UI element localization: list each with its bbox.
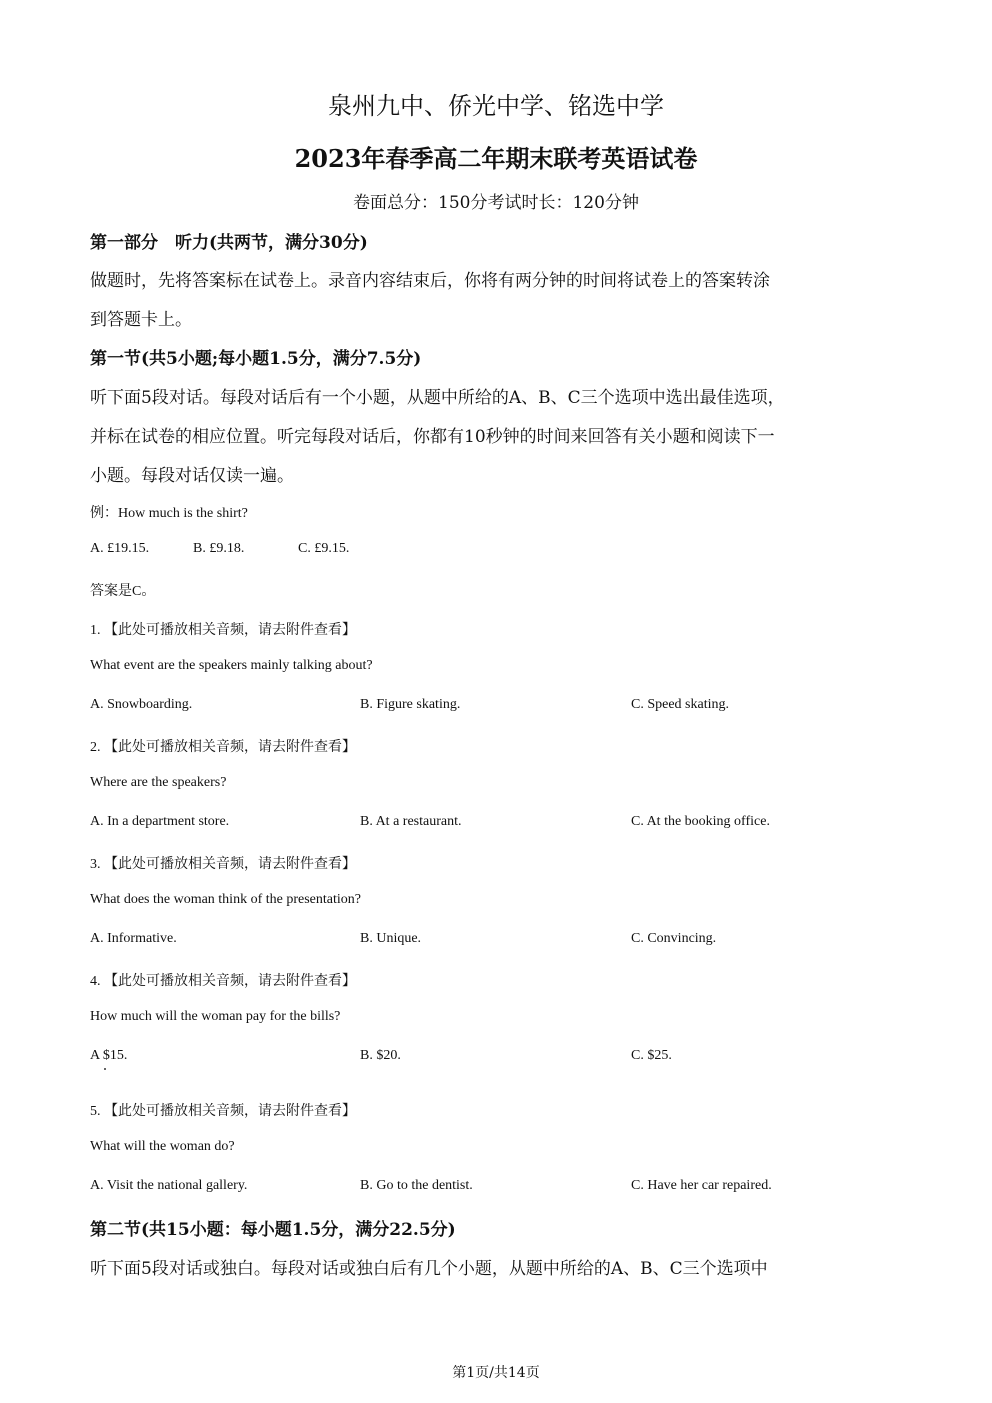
section1-heading: 第一节(共5小题;每小题1.5分，满分7.5分) bbox=[90, 349, 422, 369]
section1-line3: 小题。每段对话仅读一遍。 bbox=[90, 466, 294, 486]
example-answer: 答案是C。 bbox=[90, 584, 156, 599]
section2-line1: 听下面5段对话或独白。每段对话或独白后有几个小题，从题中所给的A、B、C三个选项中 bbox=[90, 1259, 768, 1279]
q3-audio-note: 3. 【此处可播放相关音频，请去附件查看】 bbox=[90, 857, 356, 872]
q2-option-a: A. In a department store. bbox=[90, 814, 230, 829]
q1-option-b: B. Figure skating. bbox=[360, 697, 461, 712]
example-option-c: C. £9.15. bbox=[298, 541, 350, 556]
example-question: 例：How much is the shirt? bbox=[90, 506, 248, 521]
q4-option-c: C. $25. bbox=[631, 1048, 672, 1063]
example-option-a: A. £19.15. bbox=[90, 541, 150, 556]
score-info: 卷面总分：150分考试时长：120分钟 bbox=[353, 193, 639, 213]
q4-audio-note: 4. 【此处可播放相关音频，请去附件查看】 bbox=[90, 974, 356, 989]
q3-option-b: B. Unique. bbox=[360, 931, 422, 946]
page-number: 第1页/共14页 bbox=[452, 1365, 540, 1381]
q2-question: Where are the speakers? bbox=[90, 775, 227, 790]
q4-option-a: A $15. bbox=[90, 1048, 128, 1063]
q3-question: What does the woman think of the presentation? bbox=[90, 892, 361, 907]
section1-line2: 并标在试卷的相应位置。听完每段对话后，你都有10秒钟的时间来回答有关小题和阅读下一 bbox=[90, 427, 775, 447]
q1-question: What event are the speakers mainly talking about? bbox=[90, 658, 373, 673]
q3-option-c: C. Convincing. bbox=[631, 931, 717, 946]
q1-audio-note: 1. 【此处可播放相关音频，请去附件查看】 bbox=[90, 623, 356, 638]
exam-title: 2023年春季高二年期末联考英语试卷 bbox=[294, 144, 698, 173]
school-names: 泉州九中、侨光中学、铭选中学 bbox=[328, 92, 664, 120]
q4-option-b: B. $20. bbox=[360, 1048, 401, 1063]
part1-instructions-line1: 做题时，先将答案标在试卷上。录音内容结束后，你将有两分钟的时间将试卷上的答案转涂 bbox=[90, 271, 770, 291]
part1-heading: 第一部分 听力(共两节，满分30分) bbox=[90, 233, 368, 253]
q5-question: What will the woman do? bbox=[90, 1139, 235, 1154]
q1-option-c: C. Speed skating. bbox=[631, 697, 729, 712]
q2-option-b: B. At a restaurant. bbox=[360, 814, 462, 829]
section1-line1: 听下面5段对话。每段对话后有一个小题，从题中所给的A、B、C三个选项中选出最佳选项， bbox=[90, 388, 785, 408]
q5-option-a: A. Visit the national gallery. bbox=[90, 1178, 248, 1193]
q2-audio-note: 2. 【此处可播放相关音频，请去附件查看】 bbox=[90, 740, 356, 755]
stray-dot bbox=[104, 1068, 106, 1070]
q3-option-a: A. Informative. bbox=[90, 931, 177, 946]
part1-instructions-line2: 到答题卡上。 bbox=[90, 310, 192, 330]
section2-heading: 第二节(共15小题：每小题1.5分，满分22.5分) bbox=[90, 1220, 456, 1240]
q2-option-c: C. At the booking office. bbox=[631, 814, 770, 829]
q5-option-c: C. Have her car repaired. bbox=[631, 1178, 772, 1193]
q1-option-a: A. Snowboarding. bbox=[90, 697, 193, 712]
q5-audio-note: 5. 【此处可播放相关音频，请去附件查看】 bbox=[90, 1104, 356, 1119]
example-option-b: B. £9.18. bbox=[193, 541, 245, 556]
q4-question: How much will the woman pay for the bills? bbox=[90, 1009, 341, 1024]
q5-option-b: B. Go to the dentist. bbox=[360, 1178, 473, 1193]
